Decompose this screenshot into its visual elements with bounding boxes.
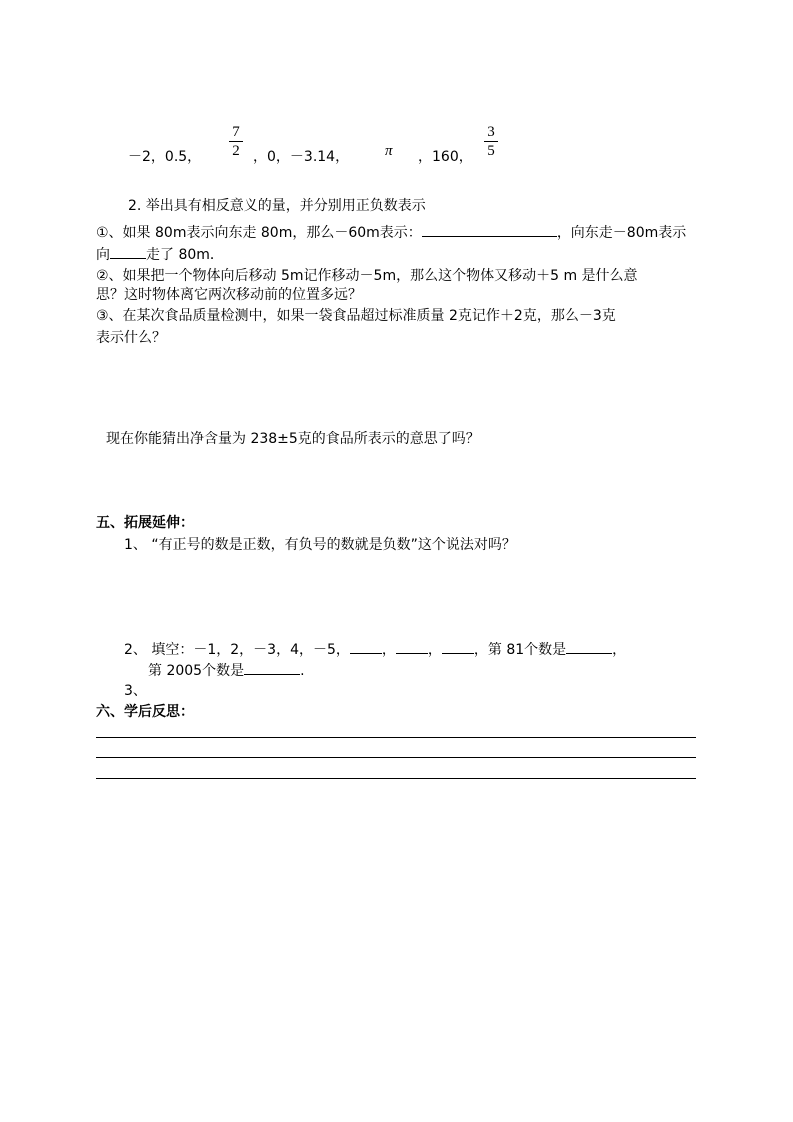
pi-symbol: π xyxy=(385,143,393,159)
question-2-text-d: 第 2005个数是 xyxy=(148,663,245,679)
question-2-followup: 现在你能猜出净含量为 238±5克的食品所表示的意思了吗？ xyxy=(106,431,480,447)
item-1-text-d: 走了 80m． xyxy=(146,247,224,263)
fill-blank-2[interactable] xyxy=(396,638,428,654)
fill-blank-1[interactable] xyxy=(350,638,382,654)
section-6-heading: 六、学后反思： xyxy=(96,704,194,720)
number-list-part1: －2，0.5， xyxy=(128,149,202,165)
question-2-item-1-cont xyxy=(96,243,224,264)
question-2-item-2-line-1: ②、如果把一个物体向后移动 5m记作移动－5m，那么这个物体又移动＋5 m 是什么意 xyxy=(96,268,638,284)
reflection-line-3[interactable] xyxy=(96,778,696,779)
fraction-numerator: 3 xyxy=(487,124,495,140)
fill-blank-81st[interactable] xyxy=(566,638,612,654)
question-2-text-c: ， xyxy=(612,642,627,658)
question-2-item-1 xyxy=(96,221,686,242)
section-5-question-2 xyxy=(124,638,626,659)
item-1-text-c: 向 xyxy=(96,247,110,263)
number-list-part3: ，160， xyxy=(418,149,473,165)
answer-blank-1[interactable] xyxy=(422,221,557,237)
reflection-line-2[interactable] xyxy=(96,757,696,758)
question-2-text-b: ，第 81个数是 xyxy=(473,642,567,658)
section-5-question-2-cont xyxy=(148,659,305,680)
question-2-text-e: . xyxy=(300,663,305,679)
question-2-text-a: 2、 填空：－1，2，－3，4，－5， xyxy=(124,642,350,658)
fraction-three-fifths xyxy=(484,124,498,159)
separator: ， xyxy=(427,642,442,658)
question-2-item-3-line-1: ③、在某次食品质量检测中，如果一袋食品超过标准质量 2克记作＋2克，那么－3克 xyxy=(96,308,616,324)
section-5-question-1: 1、 “有正号的数是正数，有负号的数就是负数”这个说法对吗？ xyxy=(124,537,516,553)
number-list-part2: ，0，－3.14， xyxy=(253,149,350,165)
fill-blank-2005th[interactable] xyxy=(244,659,300,675)
section-5-question-3: 3、 xyxy=(124,683,147,699)
fraction-denominator: 2 xyxy=(232,143,240,159)
question-2-heading: 2. 举出具有相反意义的量，并分别用正负数表示 xyxy=(128,198,426,214)
question-2-item-2-line-2: 思？这时物体离它两次移动前的位置多远？ xyxy=(96,287,362,303)
item-1-text-a: ①、如果 80m表示向东走 80m，那么－60m表示： xyxy=(96,225,422,241)
question-2-item-3-line-2: 表示什么？ xyxy=(96,330,166,346)
reflection-line-1[interactable] xyxy=(96,737,696,738)
fraction-bar xyxy=(484,141,498,142)
fraction-denominator: 5 xyxy=(487,143,495,159)
fill-blank-3[interactable] xyxy=(442,638,474,654)
answer-blank-2[interactable] xyxy=(110,243,146,259)
section-5-heading: 五、拓展延伸： xyxy=(96,515,194,531)
separator: ， xyxy=(381,642,396,658)
item-1-text-b: ，向东走－80m表示 xyxy=(556,225,687,241)
fraction-numerator: 7 xyxy=(232,124,240,140)
fraction-bar xyxy=(229,141,243,142)
fraction-seven-halves xyxy=(229,124,243,159)
